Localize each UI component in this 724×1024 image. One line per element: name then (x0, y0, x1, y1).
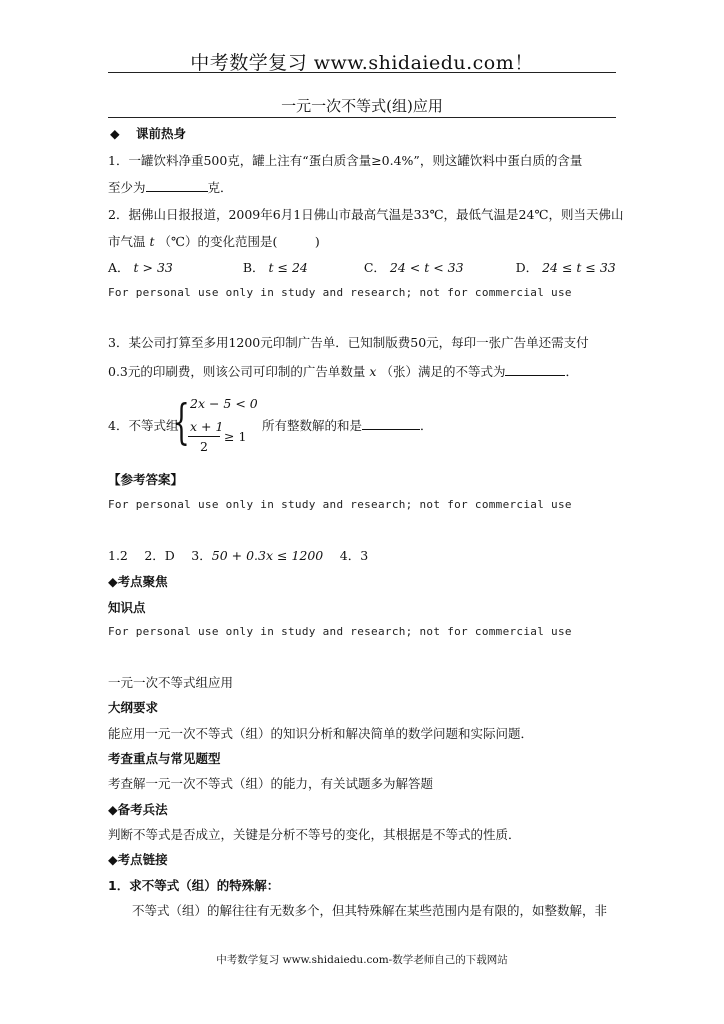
outline-text: 能应用一元一次不等式（组）的知识分析和解决简单的数学问题和实际问题． (108, 726, 534, 741)
q4-fraction-denominator: 2 (200, 439, 208, 454)
focus-heading: ◆考点聚焦 (108, 574, 168, 589)
q2-suffix: （℃）的变化范围是( ) (158, 234, 320, 249)
usage-note-1: For personal use only in study and research; not for commercial use (108, 286, 572, 299)
warmup-heading (110, 124, 186, 142)
question-2-line-2 (108, 232, 320, 250)
answers-line: 1.2 2．D 3．50 + 0.3x ≤ 1200 4．3 (108, 548, 369, 563)
question-2-options (108, 258, 616, 276)
q3-prefix: 0.3元的印刷费，则该公司可印制的广告单数量 (108, 364, 366, 379)
diamond-bullet-icon: ◆ (110, 126, 120, 141)
option-a: A． t > 33 (108, 260, 173, 275)
question-3-line-2 (108, 362, 578, 380)
q4-answer-blank (362, 429, 420, 430)
q3-answer-blank (505, 375, 565, 376)
question-1-line-1: 1．一罐饮料净重500克，罐上注有“蛋白质含量≥0.4%”，则这罐饮料中蛋白质的含量 (108, 153, 583, 168)
q4-label: 4．不等式组 (108, 418, 179, 433)
page-header-title: 中考数学复习 www.shidaiedu.com！ (190, 52, 534, 74)
q4-inequality-1: 2x − 5 < 0 (190, 396, 258, 411)
title-rule (108, 117, 616, 118)
system-brace: { (173, 394, 190, 450)
q4-tail: 所有整数解的和是 ． (262, 418, 433, 433)
q4-relation: ≥ 1 (224, 429, 247, 444)
header-rule (108, 72, 616, 73)
method-text: 判断不等式是否成立，关键是分析不等号的变化，其根据是不等式的性质． (108, 827, 521, 842)
option-b: B． t ≤ 24 (242, 260, 308, 275)
page-footer: 中考数学复习 www.shidaiedu.com-数学老师自己的下载网站 (216, 954, 508, 966)
method-heading: ◆备考兵法 (108, 802, 168, 817)
key-points-heading: 考查重点与常见题型 (108, 751, 221, 766)
q1-answer-blank (146, 191, 208, 192)
q2-prefix: 市气温 (108, 234, 146, 249)
usage-note-3: For personal use only in study and research; not for commercial use (108, 625, 572, 638)
q3-variable: x (369, 364, 377, 379)
q1-prefix: 至少为 (108, 180, 146, 195)
q4-fraction-numerator: x + 1 (190, 419, 224, 434)
usage-note-2: For personal use only in study and research; not for commercial use (108, 498, 572, 511)
q1-suffix: 克． (207, 180, 233, 195)
link-item-1: 1．求不等式（组）的特殊解： (108, 878, 280, 893)
q3-suffix: （张）满足的不等式为 (380, 364, 506, 379)
warmup-heading-text: 课前热身 (135, 126, 186, 141)
outline-heading: 大纲要求 (108, 700, 159, 715)
link-heading: ◆考点链接 (108, 852, 168, 867)
document-title: 一元一次不等式(组)应用 (281, 97, 443, 115)
question-1-line-2 (108, 178, 233, 196)
answer-3-expression: 50 + 0.3x ≤ 1200 (211, 548, 324, 563)
question-2-line-1: 2．据佛山日报报道，2009年6月1日佛山市最高气温是33℃，最低气温是24℃，则当天佛山 (108, 207, 624, 222)
topic-line: 一元一次不等式组应用 (108, 675, 234, 690)
knowledge-heading: 知识点 (108, 600, 146, 615)
key-points-text: 考查解一元一次不等式（组）的能力，有关试题多为解答题 (108, 776, 434, 791)
answers-heading: 【参考答案】 (108, 472, 184, 487)
q3-end: ． (565, 364, 578, 379)
option-d: D． 24 ≤ t ≤ 33 (515, 260, 616, 275)
fraction-bar (188, 436, 220, 437)
question-3-line-1: 3．某公司打算至多用1200元印制广告单．已知制版费50元，每印一张广告单还需支付 (108, 335, 589, 350)
option-c: C． 24 < t < 33 (363, 260, 464, 275)
q2-variable: t (149, 234, 155, 249)
link-text: 不等式（组）的解往往有无数多个，但其特殊解在某些范围内是有限的，如整数解，非 (132, 903, 608, 918)
